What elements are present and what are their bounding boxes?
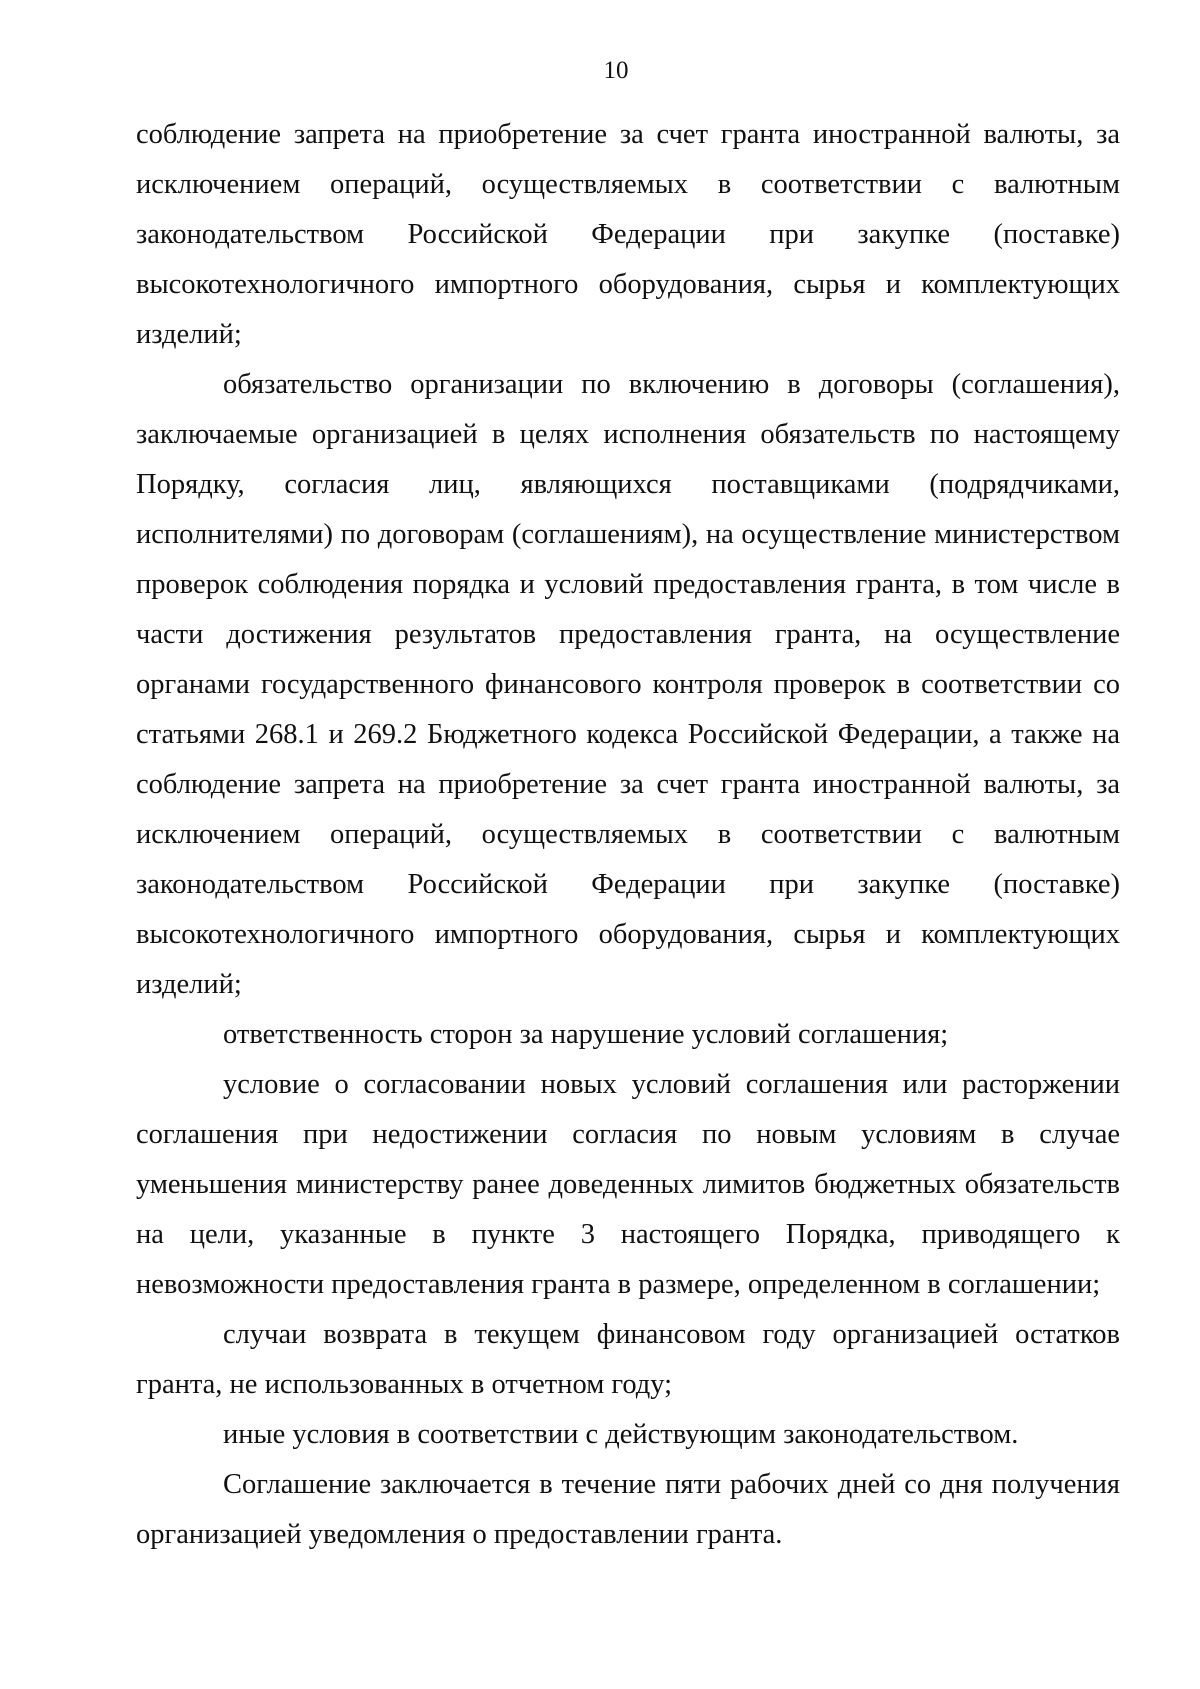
page-number: 10 [603, 57, 629, 84]
document-body [136, 110, 1120, 1560]
paragraph-refund-cases: случаи возврата в текущем финансовом году организацией остатков гранта, не использованных в отчетном году; [136, 1319, 1120, 1400]
paragraph-liability: ответственность сторон за нарушение условий соглашения; [223, 1019, 949, 1050]
paragraph-agreement-deadline: Соглашение заключается в течение пяти рабочих дней со дня получения организацией уведомления о предоставлении гранта. [136, 1469, 1120, 1550]
paragraph-other-terms: иные условия в соответствии с действующим законодательством. [223, 1419, 1019, 1450]
paragraph-new-terms: условие о согласовании новых условий соглашения или расторжении соглашения при недостижении согласия по новым условиям в случае уменьшения министерству ранее доведенных лимитов бюджетных обязательств на цели, указанные в пункте 3 настоящего Порядка, приводящего к невозможности предоставления гранта в размере, определенном в соглашении; [136, 1069, 1120, 1300]
paragraph-contract-obligation: обязательство организации по включению в договоры (соглашения), заключаемые организацией в целях исполнения обязательств по настоящему Порядку, согласия лиц, являющихся поставщиками (подрядчиками, исполнителями) по договорам (соглашениям), на осуществление министерством проверок соблюдения порядка и условий предоставления гранта, в том числе в части достижения результатов предоставления гранта, на осуществление органами государственного финансового контроля проверок в соответствии со статьями 268.1 и 269.2 Бюджетного кодекса Российской Федерации, а также на соблюдение запрета на приобретение за счет гранта иностранной валюты, за исключением операций, осуществляемых в соответствии с валютным законодательством Российской Федерации при закупке (поставке) высокотехнологичного импортного оборудования, сырья и комплектующих изделий; [136, 369, 1120, 1000]
paragraph-currency-ban: соблюдение запрета на приобретение за счет гранта иностранной валюты, за исключением операций, осуществляемых в соответствии с валютным законодательством Российской Федерации при закупке (поставке) высокотехнологичного импортного оборудования, сырья и комплектующих изделий; [136, 119, 1120, 350]
